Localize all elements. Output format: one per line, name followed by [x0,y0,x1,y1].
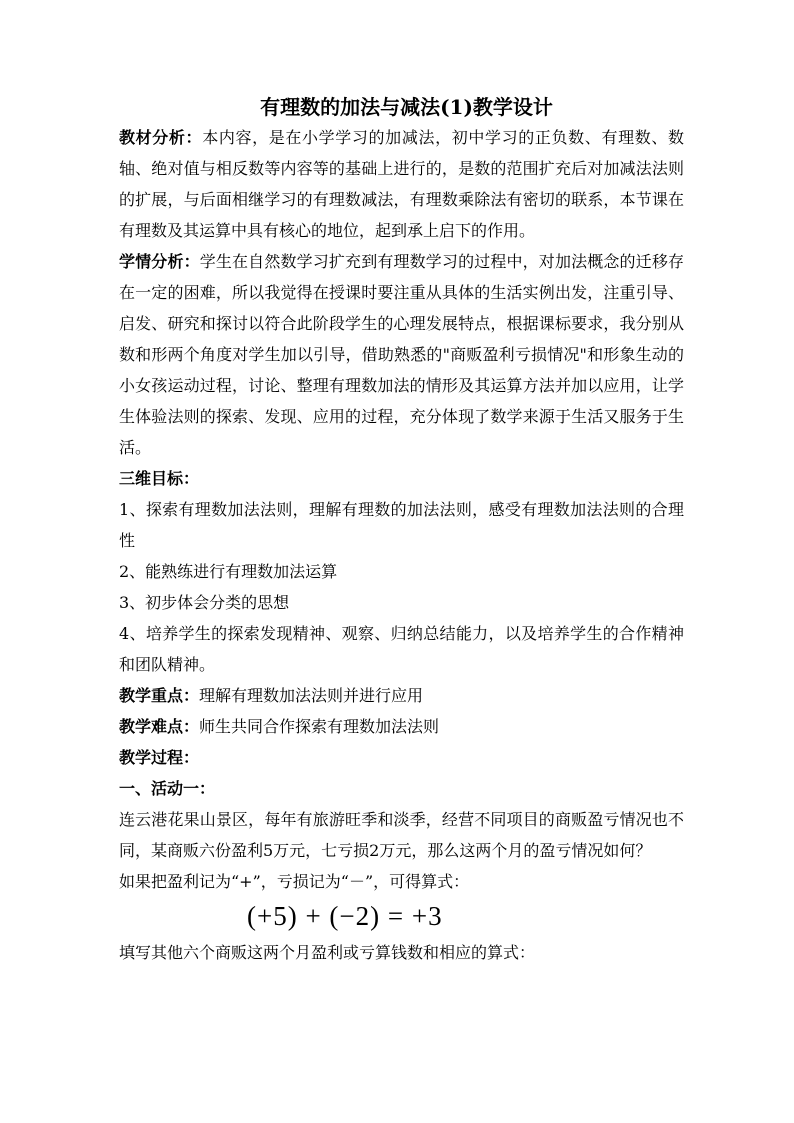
student-analysis-label: 学情分析： [119,252,200,271]
difficult-point-paragraph [119,711,684,742]
goal-item-1: 1、探索有理数加法法则，理解有理数的加法法则，感受有理数加法法则的合理性 [119,500,684,550]
student-analysis-text: 学生在自然数学习扩充到有理数学习的过程中，对加法概念的迁移存在一定的困难，所以我觉得在授课时要注重从具体的生活实例出发，注重引导、启发、研究和探讨以符合此阶段学生的心理发展特点，根据课标要求，我分别从数和形两个角度对学生加以引导，借助熟悉的"商贩盈利亏损情况"和形象生动的小女孩运动过程，讨论、整理有理数加法的情形及其运算方法并加以应用，让学生体验法则的探索、发现、应用的过程，充分体现了数学来源于生活又服务于生活。 [119,252,684,457]
difficult-point-label: 教学难点： [119,717,200,736]
material-analysis-label: 教材分析： [119,128,203,147]
activity1-formula: (+5) + (−2) = +3 [247,901,443,931]
student-analysis-paragraph [119,246,684,463]
process-heading: 教学过程： [119,748,200,767]
activity1-fill-text: 填写其他六个商贩这两个月盈利或亏算钱数和相应的算式： [119,943,536,962]
key-point-label: 教学重点： [119,686,200,705]
key-point-text: 理解有理数加法法则并进行应用 [199,686,424,705]
difficult-point-text: 师生共同合作探索有理数加法法则 [199,717,440,736]
activity1-heading: 一、活动一： [119,779,216,798]
key-point-paragraph [119,680,684,711]
material-analysis-paragraph [119,122,684,246]
goals-heading: 三维目标： [119,469,200,488]
goal-item-4: 4、培养学生的探索发现精神、观察、归纳总结能力，以及培养学生的合作精神和团队精神。 [119,624,684,674]
activity1-text: 连云港花果山景区，每年有旅游旺季和淡季，经营不同项目的商贩盈亏情况也不同，某商贩六份盈利5万元，七亏损2万元，那么这两个月的盈亏情况如何？ [119,810,684,860]
goal-item-3: 3、初步体会分类的思想 [119,593,290,612]
material-analysis-text: 本内容，是在小学学习的加减法，初中学习的正负数、有理数、数轴、绝对值与相反数等内容等的基础上进行的，是数的范围扩充后对加减法法则的扩展，与后面相继学习的有理数减法，有理数乘除法有密切的联系，本节课在有理数及其运算中具有核心的地位，起到承上启下的作用。 [119,128,684,240]
document-body [119,92,684,968]
document-title: 有理数的加法与减法(1)教学设计 [260,95,553,119]
activity1-sign-text: 如果把盈利记为“+”，亏损记为“－”，可得算式： [119,872,470,891]
goal-item-2: 2、能熟练进行有理数加法运算 [119,562,338,581]
